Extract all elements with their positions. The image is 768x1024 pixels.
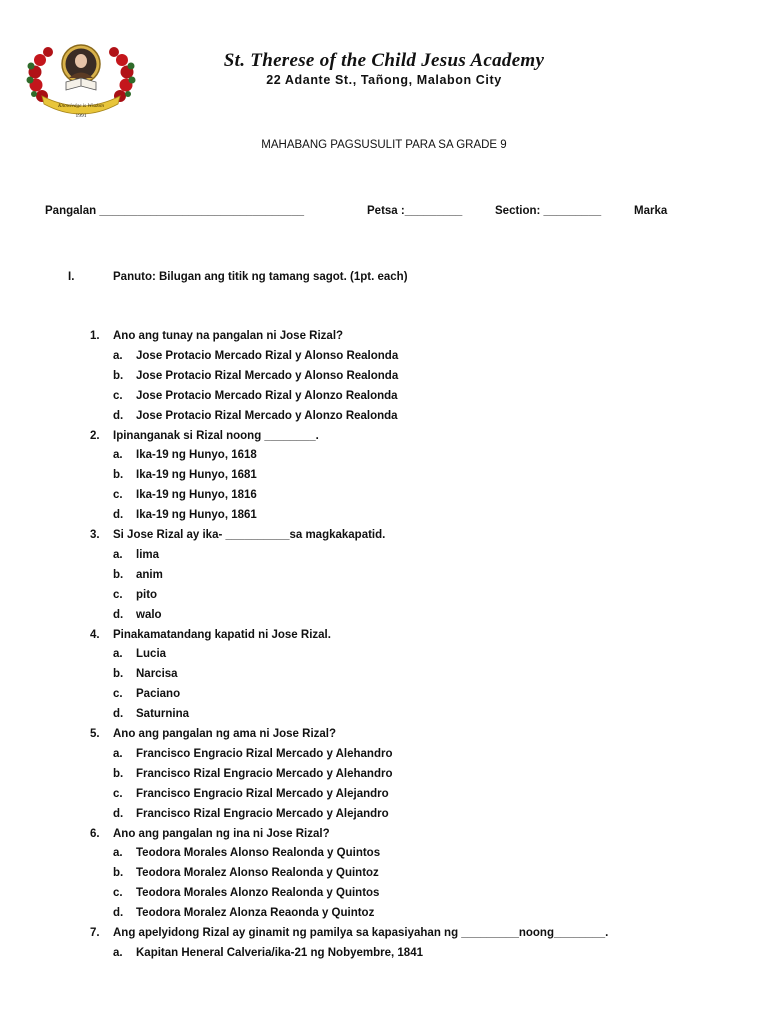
choice-text: Narcisa [136, 668, 178, 681]
section-field: Section: _________ [495, 205, 602, 217]
question-number: 4. [90, 628, 100, 641]
choice-text: Francisco Rizal Engracio Mercado y Alehandro [136, 767, 393, 780]
exam-title: MAHABANG PAGSUSULIT PARA SA GRADE 9 [261, 139, 507, 151]
choice-letter: a. [113, 349, 123, 362]
choice-letter: c. [113, 887, 123, 900]
choice-text: pito [136, 588, 158, 601]
name-field: Pangalan ________________________________ [45, 205, 304, 217]
choice-text: Francisco Engracio Rizal Mercado y Alehandro [136, 747, 393, 760]
question-number: 7. [90, 927, 100, 939]
choice-letter: d. [113, 509, 124, 522]
question-text: Ang apelyidong Rizal ay ginamit ng pamilya sa kapasiyahan ng _________noong________. [113, 927, 609, 939]
choice-text: Teodora Moralez Alonza Reaonda y Quintoz [136, 907, 375, 920]
choice-text: Francisco Rizal Engracio Mercado y Alejandro [136, 807, 389, 820]
choice-text: Jose Protacio Rizal Mercado y Alonso Realonda [136, 369, 399, 382]
date-field: Petsa :_________ [367, 205, 463, 217]
question-number: 2. [90, 429, 100, 442]
choice-text: walo [136, 608, 162, 621]
choice-letter: a. [113, 747, 123, 760]
choice-letter: c. [113, 389, 123, 402]
choice-letter: d. [113, 708, 124, 721]
choice-letter: c. [113, 489, 123, 502]
choice-letter: b. [113, 867, 124, 880]
choice-text: Teodora Morales Alonso Realonda y Quintos [136, 847, 381, 860]
choice-letter: a. [113, 548, 123, 561]
choice-letter: a. [113, 847, 123, 860]
choice-letter: b. [113, 469, 124, 482]
choice-text: Lucia [136, 648, 167, 661]
school-address: 22 Adante St., Tañong, Malabon City [266, 73, 502, 87]
choice-text: lima [136, 548, 160, 561]
choice-letter: a. [113, 648, 123, 661]
choice-text: anim [136, 568, 163, 581]
question-text: Ano ang pangalan ng ina ni Jose Rizal? [113, 827, 330, 840]
part-numeral: I. [68, 271, 75, 283]
choice-letter: d. [113, 608, 124, 621]
question-text: Si Jose Rizal ay ika- __________sa magkakapatid. [113, 529, 386, 541]
choice-text: Ika-19 ng Hunyo, 1861 [136, 509, 257, 522]
choice-text: Kapitan Heneral Calveria/ika-21 ng Nobyembre, 1841 [136, 946, 423, 959]
logo-motto: Knowledge is Wisdom [58, 103, 104, 109]
question-number: 1. [90, 330, 100, 342]
question-text: Ipinanganak si Rizal noong ________. [113, 429, 319, 442]
choice-text: Jose Protacio Mercado Rizal y Alonso Realonda [136, 349, 399, 362]
choice-letter: d. [113, 807, 124, 820]
choice-text: Ika-19 ng Hunyo, 1681 [136, 469, 257, 482]
question-number: 3. [90, 529, 100, 541]
choice-text: Teodora Morales Alonzo Realonda y Quintos [136, 887, 380, 900]
question-text: Ano ang pangalan ng ama ni Jose Rizal? [113, 728, 337, 740]
choice-text: Francisco Engracio Rizal Mercado y Alejandro [136, 787, 389, 800]
choice-letter: c. [113, 588, 123, 601]
choice-letter: c. [113, 787, 123, 800]
choice-text: Jose Protacio Rizal Mercado y Alonzo Realonda [136, 409, 398, 422]
directions: Panuto: Bilugan ang titik ng tamang sagot. (1pt. each) [113, 271, 408, 283]
choice-letter: b. [113, 568, 124, 581]
choice-letter: a. [113, 449, 123, 462]
choice-text: Teodora Moralez Alonso Realonda y Quintoz [136, 867, 379, 880]
choice-letter: d. [113, 409, 124, 422]
question-number: 6. [90, 827, 100, 840]
choice-text: Paciano [136, 688, 181, 701]
choice-text: Ika-19 ng Hunyo, 1618 [136, 449, 257, 462]
choice-letter: d. [113, 907, 124, 920]
choice-letter: b. [113, 668, 124, 681]
score-field: Marka [634, 205, 668, 217]
question-text: Pinakamatandang kapatid ni Jose Rizal. [113, 628, 331, 641]
logo-year: 1991 [75, 113, 87, 119]
choice-letter: a. [113, 946, 123, 959]
choice-text: Saturnina [136, 708, 190, 721]
school-name: St. Therese of the Child Jesus Academy [223, 50, 545, 71]
question-number: 5. [90, 728, 100, 740]
question-text: Ano ang tunay na pangalan ni Jose Rizal? [113, 330, 344, 342]
choice-letter: b. [113, 369, 124, 382]
choice-text: Jose Protacio Mercado Rizal y Alonzo Realonda [136, 389, 398, 402]
choice-letter: b. [113, 767, 124, 780]
choice-text: Ika-19 ng Hunyo, 1816 [136, 489, 257, 502]
choice-letter: c. [113, 688, 123, 701]
